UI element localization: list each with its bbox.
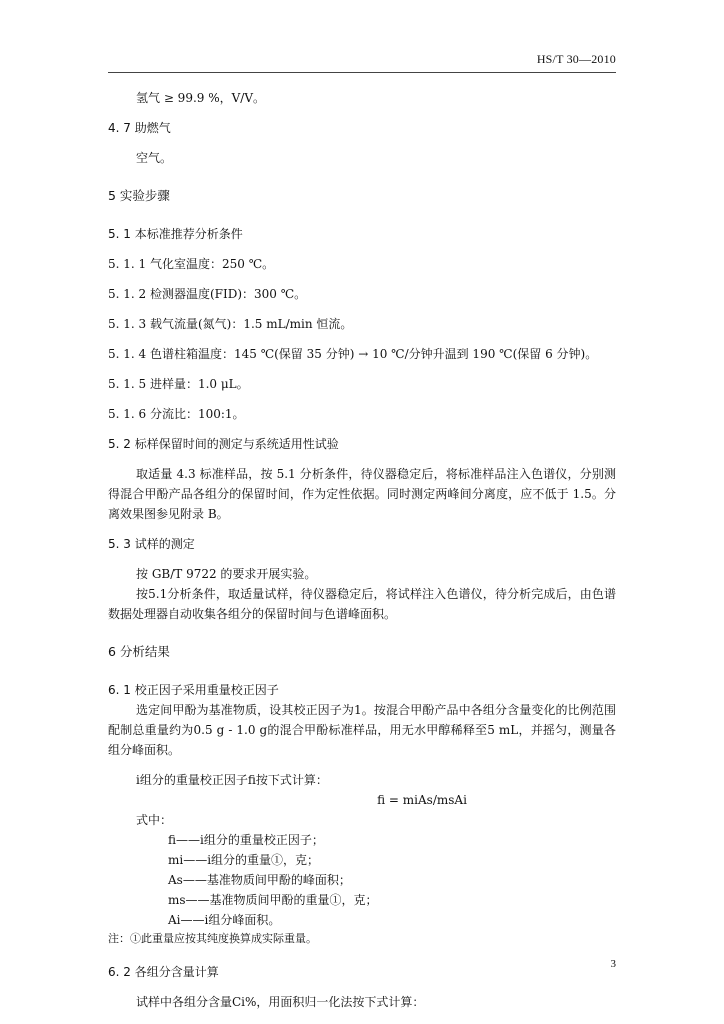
definition-ms: ms——基准物质间甲酚的重量①，克；	[168, 893, 378, 907]
item-5-1-2: 5. 1. 2 检测器温度(FID)：300 ℃。	[108, 287, 307, 301]
weight-note: 注：①此重量应按其纯度换算成实际重量。	[108, 932, 317, 945]
section-5-2-heading: 5. 2 标样保留时间的测定与系统适用性试验	[108, 437, 339, 451]
item-5-1-4: 5. 1. 4 色谱柱箱温度：145 ℃(保留 35 分钟) → 10 ℃/分钟升温到 190 ℃(保留 6 分钟)。	[108, 347, 598, 361]
section-4-7-heading: 4. 7 助燃气	[108, 121, 171, 135]
header-rule	[108, 72, 616, 73]
where-label: 式中：	[136, 813, 173, 827]
section-5-3-line-1: 按 GB/T 9722 的要求开展实验。	[136, 567, 317, 581]
section-5-heading: 5 实验步骤	[108, 188, 170, 203]
definition-fi: fi——i组分的重量校正因子；	[168, 833, 324, 847]
section-5-3-heading: 5. 3 试样的测定	[108, 537, 195, 551]
page-body	[108, 88, 616, 1012]
hydrogen-purity: 氢气 ≥ 99.9 %，V/V。	[136, 91, 265, 105]
section-6-2-heading: 6. 2 各组分含量计算	[108, 965, 219, 979]
item-5-1-6: 5. 1. 6 分流比：100:1。	[108, 407, 245, 421]
page-number: 3	[610, 958, 616, 970]
item-5-1-1: 5. 1. 1 气化室温度：250 ℃。	[108, 257, 275, 271]
combustion-gas-air: 空气。	[136, 151, 173, 165]
item-5-1-3: 5. 1. 3 载气流量(氮气)：1.5 mL/min 恒流。	[108, 317, 353, 331]
section-5-2-paragraph: 取适量 4.3 标准样品，按 5.1 分析条件，待仪器稳定后，将标准样品注入色谱仪，分别测得混合甲酚产品各组分的保留时间，作为定性依据。同时测定两峰间分离度，应不低于 1.5。分离效果图参见附录 B。	[108, 467, 616, 521]
section-5-1-heading: 5. 1 本标准推荐分析条件	[108, 227, 243, 241]
definition-ai: Ai——i组分峰面积。	[168, 913, 281, 927]
section-6-1-paragraph: 选定间甲酚为基准物质，设其校正因子为1。按混合甲酚产品中各组分含量变化的比例范围配制总重量约为0.5 g - 1.0 g的混合甲酚标准样品，用无水甲醇稀释至5 mL，并摇匀，测量各组分峰面积。	[108, 703, 616, 757]
standard-code: HS/T 30—2010	[536, 52, 616, 66]
section-6-2-paragraph: 试样中各组分含量Ci%，用面积归一化法按下式计算：	[136, 995, 425, 1009]
section-5-3-paragraph: 按5.1分析条件，取适量试样，待仪器稳定后，将试样注入色谱仪，待分析完成后，由色谱数据处理器自动收集各组分的保留时间与色谱峰面积。	[108, 587, 616, 621]
factor-formula: fi = miAs/msAi	[377, 793, 467, 807]
section-6-heading: 6 分析结果	[108, 644, 170, 659]
section-6-1-heading: 6. 1 校正因子采用重量校正因子	[108, 683, 279, 697]
definition-as: As——基准物质间甲酚的峰面积；	[168, 873, 351, 887]
factor-intro: i组分的重量校正因子fi按下式计算：	[136, 773, 328, 787]
definition-mi: mi——i组分的重量①，克；	[168, 853, 320, 867]
item-5-1-5: 5. 1. 5 进样量：1.0 μL。	[108, 377, 249, 391]
